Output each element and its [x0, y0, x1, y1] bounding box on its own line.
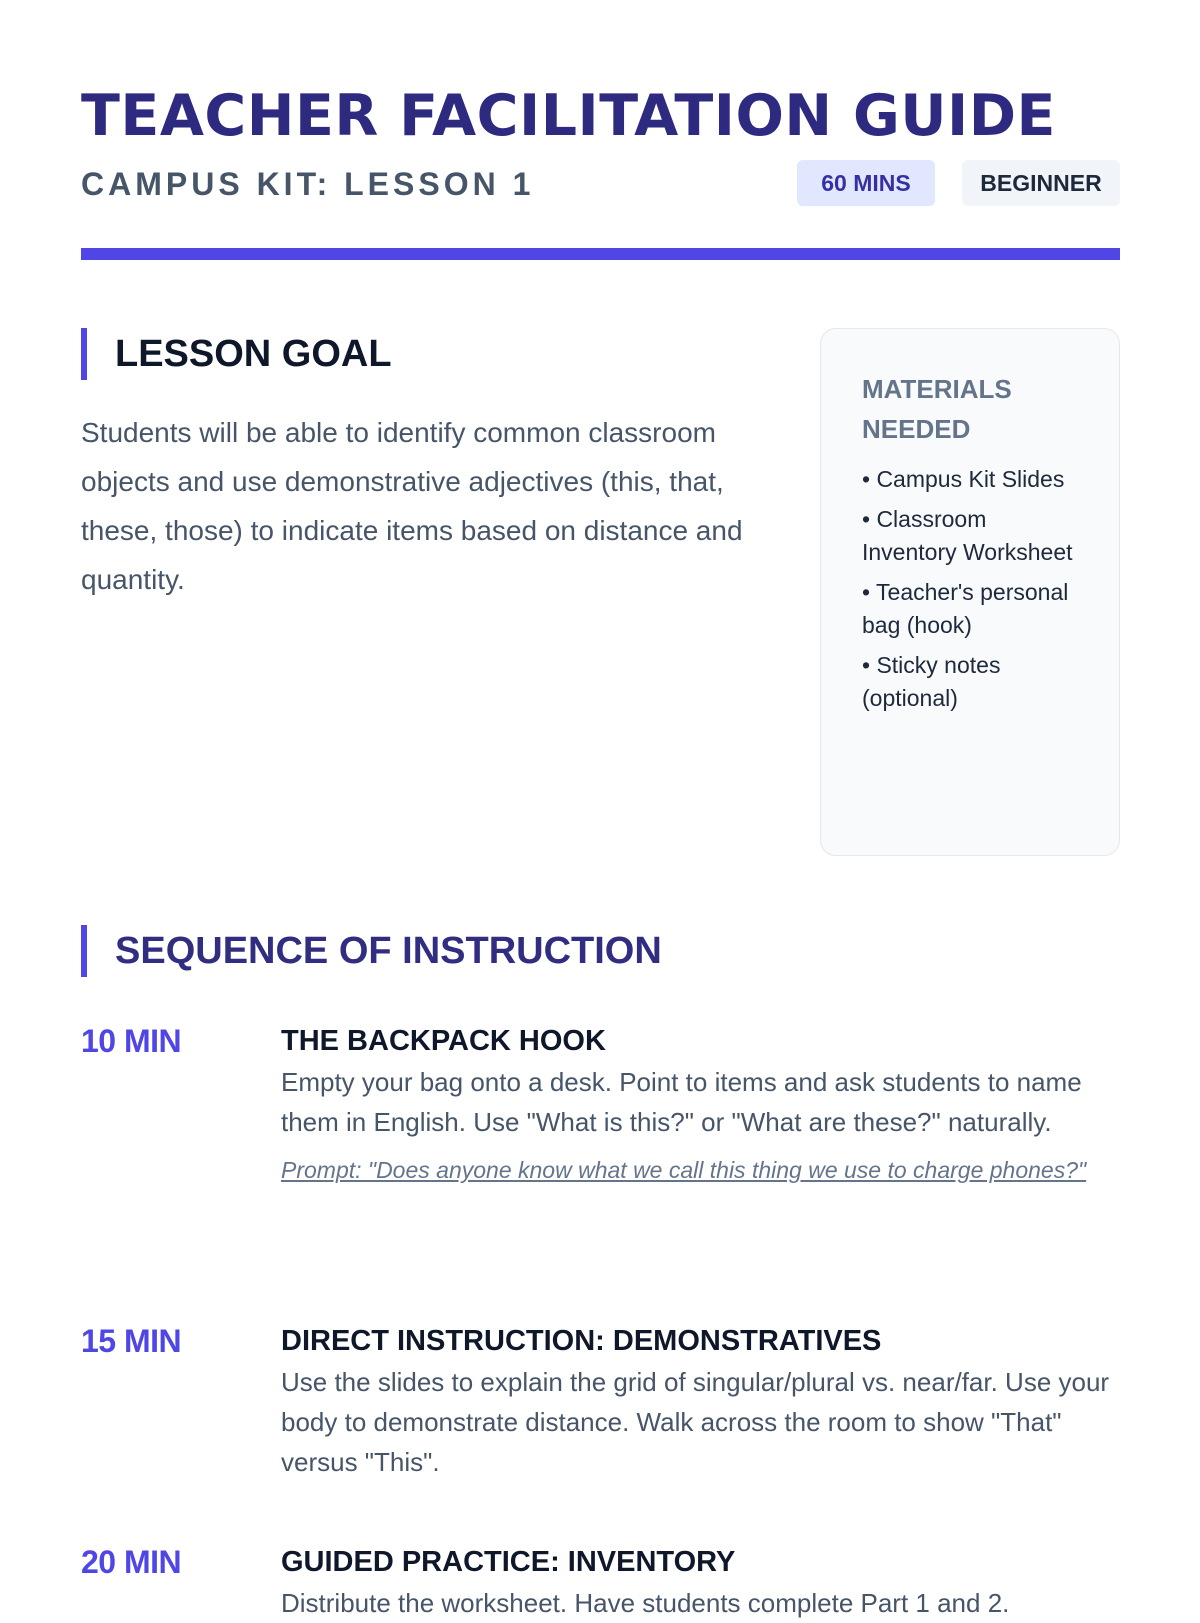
materials-item: • Campus Kit Slides [862, 466, 1065, 492]
lesson-goal-heading: LESSON GOAL [81, 328, 392, 380]
sequence-heading: SEQUENCE OF INSTRUCTION [81, 925, 662, 977]
step-description: Empty your bag onto a desk. Point to items and ask students to name them in English. Use "What is this?" or "What are these?" naturally. [281, 1067, 1082, 1137]
step-body [281, 1320, 1120, 1482]
materials-item: • Sticky notes (optional) [862, 652, 1001, 711]
level-badge: BEGINNER [962, 160, 1120, 206]
materials-item: • Classroom Inventory Worksheet [862, 506, 1073, 565]
page-title: TEACHER FACILITATION GUIDE [81, 83, 1056, 149]
step-body [281, 1020, 1120, 1187]
step-duration: 15 MIN [81, 1323, 182, 1359]
step-title: THE BACKPACK HOOK [281, 1025, 606, 1057]
materials-card [820, 328, 1120, 856]
step-body [281, 1541, 1120, 1623]
materials-item: • Teacher's personal bag (hook) [862, 579, 1069, 638]
header-divider [81, 248, 1120, 260]
step-description: Distribute the worksheet. Have students complete Part 1 and 2. [281, 1588, 1010, 1618]
lesson-goal-text: Students will be able to identify common classroom objects and use demonstrative adjectives (this, that, these, those) to indicate items based on distance and quantity. [81, 417, 743, 595]
duration-badge: 60 MINS [797, 160, 935, 206]
step-duration: 20 MIN [81, 1544, 182, 1580]
step-duration: 10 MIN [81, 1023, 182, 1059]
step-prompt: Prompt: "Does anyone know what we call this thing we use to charge phones?" [281, 1157, 1087, 1183]
step-title: DIRECT INSTRUCTION: DEMONSTRATIVES [281, 1325, 882, 1357]
materials-title: MATERIALS NEEDED [862, 374, 1012, 444]
step-description: Use the slides to explain the grid of singular/plural vs. near/far. Use your body to demonstrate distance. Walk across the room to show "That" versus "This". [281, 1367, 1110, 1477]
step-title: GUIDED PRACTICE: INVENTORY [281, 1546, 736, 1578]
materials-list [862, 463, 1079, 715]
lesson-subtitle: CAMPUS KIT: LESSON 1 [81, 166, 535, 202]
